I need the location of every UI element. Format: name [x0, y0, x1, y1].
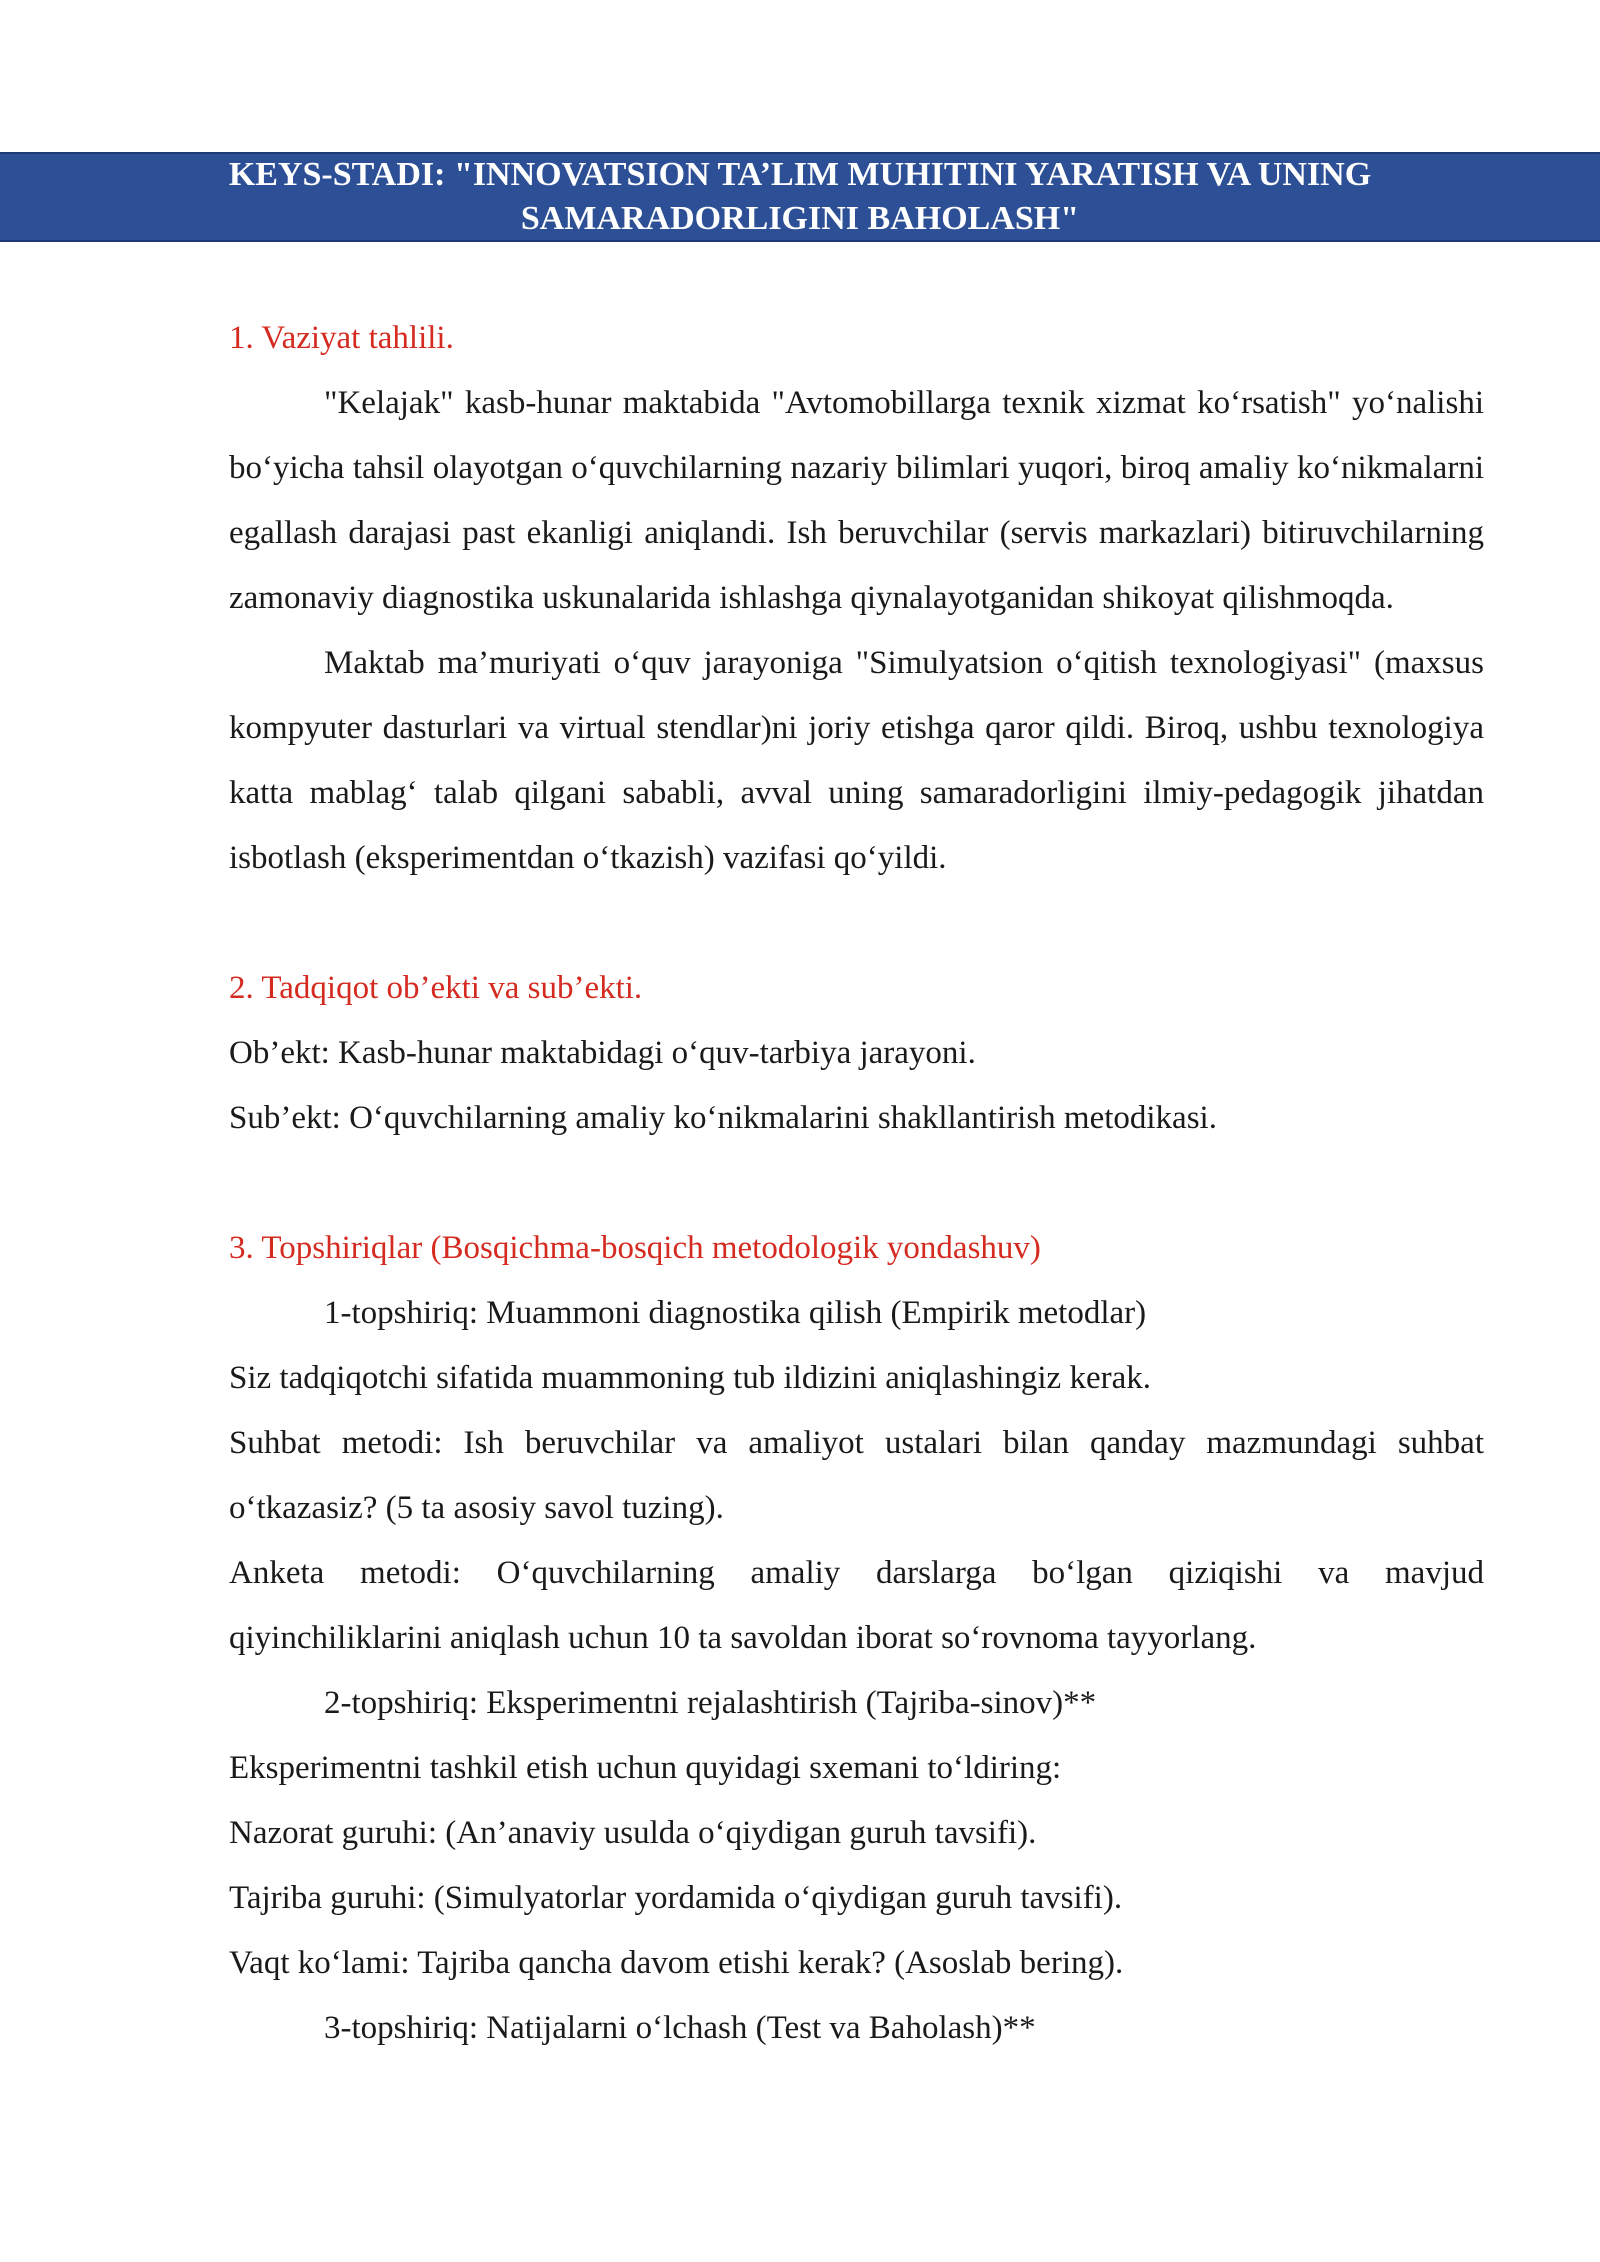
document-title — [110, 153, 1490, 241]
interview-method: Suhbat metodi: Ish beruvchilar va amaliyot ustalari bilan qanday mazmundagi suhbat o‘tkazasiz? (5 ta asosiy savol tuzing). — [229, 1425, 1484, 1526]
title-line-2: SAMARADORLIGINI BAHOLASH" — [520, 200, 1080, 237]
task-2-title: 2-topshiriq: Eksperimentni rejalashtirish (Tajriba-sinov)** — [324, 1685, 1097, 1721]
section-1-paragraph-1: "Kelajak" kasb-hunar maktabida "Avtomobillarga texnik xizmat ko‘rsatish" yo‘nalishi bo‘yicha tahsil olayotgan o‘quvchilarning nazariy bilimlari yuqori, biroq amaliy ko‘nikmalarni egallash darajasi past ekanligi aniqlandi. Ish beruvchilar (servis markazlari) bitiruvchilarning zamonaviy diagnostika uskunalarida ishlashga qiynalayotganidan shikoyat qilishmoqda. — [229, 385, 1484, 616]
document-body — [229, 306, 1484, 2061]
task-1-intro: Siz tadqiqotchi sifatida muammoning tub ildizini aniqlashingiz kerak. — [229, 1360, 1151, 1396]
spacer — [229, 1151, 1484, 1216]
section-1-paragraph-2: Maktab ma’muriyati o‘quv jarayoniga "Simulyatsion o‘qitish texnologiyasi" (maxsus kompyuter dasturlari va virtual stendlar)ni joriy etishga qaror qildi. Biroq, ushbu texnologiya katta mablag‘ talab qilgani sababli, avval uning samaradorligini ilmiy-pedagogik jihatdan isbotlash (eksperimentdan o‘tkazish) vazifasi qo‘yildi. — [229, 645, 1484, 876]
spacer — [229, 891, 1484, 956]
experiment-group: Tajriba guruhi: (Simulyatorlar yordamida o‘qiydigan guruh tavsifi). — [229, 1880, 1123, 1916]
document-title-banner — [0, 152, 1600, 242]
section-3-heading: 3. Topshiriqlar (Bosqichma-bosqich metodologik yondashuv) — [229, 1230, 1041, 1266]
task-2-intro: Eksperimentni tashkil etish uchun quyidagi sxemani to‘ldiring: — [229, 1750, 1062, 1786]
task-3-title: 3-topshiriq: Natijalarni o‘lchash (Test va Baholash)** — [324, 2010, 1036, 2046]
research-object: Ob’ekt: Kasb-hunar maktabidagi o‘quv-tarbiya jarayoni. — [229, 1035, 976, 1071]
section-2-heading: 2. Tadqiqot ob’ekti va sub’ekti. — [229, 970, 643, 1006]
research-subject: Sub’ekt: O‘quvchilarning amaliy ko‘nikmalarini shakllantirish metodikasi. — [229, 1100, 1217, 1136]
control-group: Nazorat guruhi: (An’anaviy usulda o‘qiydigan guruh tavsifi). — [229, 1815, 1037, 1851]
survey-method: Anketa metodi: O‘quvchilarning amaliy darslarga bo‘lgan qiziqishi va mavjud qiyinchiliklarini aniqlash uchun 10 ta savoldan iborat so‘rovnoma tayyorlang. — [229, 1555, 1484, 1656]
experiment-duration: Vaqt ko‘lami: Tajriba qancha davom etishi kerak? (Asoslab bering). — [229, 1945, 1124, 1981]
section-1-heading: 1. Vaziyat tahlili. — [229, 320, 454, 356]
task-1-title: 1-topshiriq: Muammoni diagnostika qilish (Empirik metodlar) — [324, 1295, 1147, 1331]
title-line-1: KEYS-STADI: "INNOVATSION TA’LIM MUHITINI YARATISH VA UNING — [228, 156, 1372, 193]
